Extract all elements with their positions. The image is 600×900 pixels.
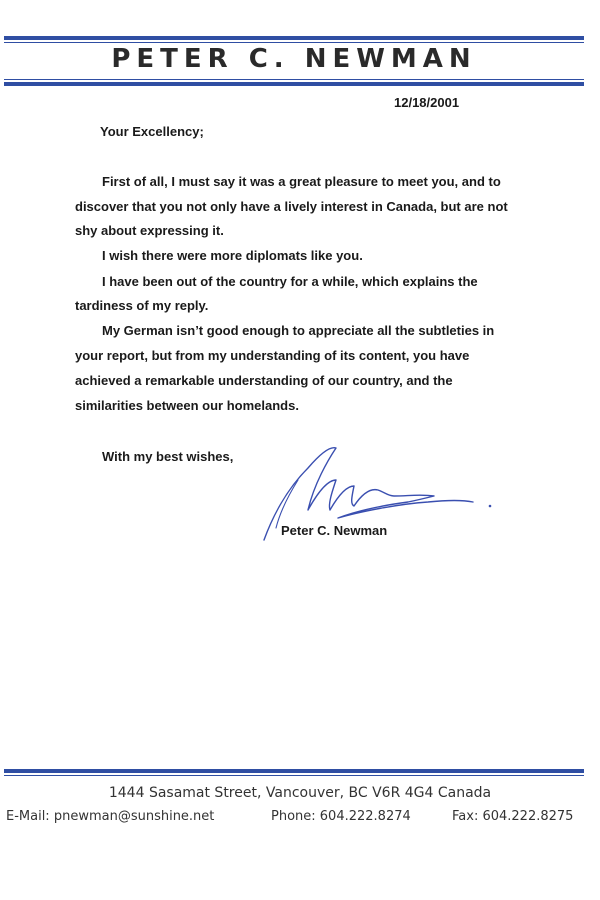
- signature-name: Peter C. Newman: [281, 523, 388, 538]
- body-line: tardiness of my reply.: [75, 298, 209, 313]
- footer-rule: [4, 769, 584, 773]
- body-line: I wish there were more diplomats like you.: [102, 248, 363, 263]
- body-line: My German isn’t good enough to appreciate all the subtleties in: [102, 323, 495, 338]
- letterhead-bottom-rule: [4, 82, 584, 86]
- letter-date: 12/18/2001: [394, 95, 460, 110]
- body-line: achieved a remarkable understanding of our country, and the: [75, 373, 453, 388]
- body-line: First of all, I must say it was a great pleasure to meet you, and to: [102, 174, 501, 189]
- salutation: Your Excellency;: [100, 124, 204, 139]
- body-line: your report, but from my understanding of its content, you have: [75, 348, 470, 363]
- body-line: similarities between our homelands.: [75, 398, 299, 413]
- footer-address: 1444 Sasamat Street, Vancouver, BC V6R 4G4 Canada: [108, 785, 492, 801]
- footer-email: E-Mail: pnewman@sunshine.net: [6, 809, 215, 824]
- footer-rule-thin: [4, 775, 584, 776]
- footer-phone: Phone: 604.222.8274: [271, 809, 411, 824]
- letterhead-bottom-rule-thin: [4, 79, 584, 80]
- letterhead-name: PETER C. NEWMAN: [111, 44, 477, 74]
- closing: With my best wishes,: [102, 449, 234, 464]
- body-line: I have been out of the country for a while, which explains the: [102, 274, 478, 289]
- letterhead-top-rule-thin: [4, 42, 584, 43]
- body-line: discover that you not only have a lively interest in Canada, but are not: [75, 199, 508, 214]
- footer-fax: Fax: 604.222.8275: [452, 809, 574, 824]
- body-line: shy about expressing it.: [75, 223, 224, 238]
- letterhead-top-rule: [4, 36, 584, 40]
